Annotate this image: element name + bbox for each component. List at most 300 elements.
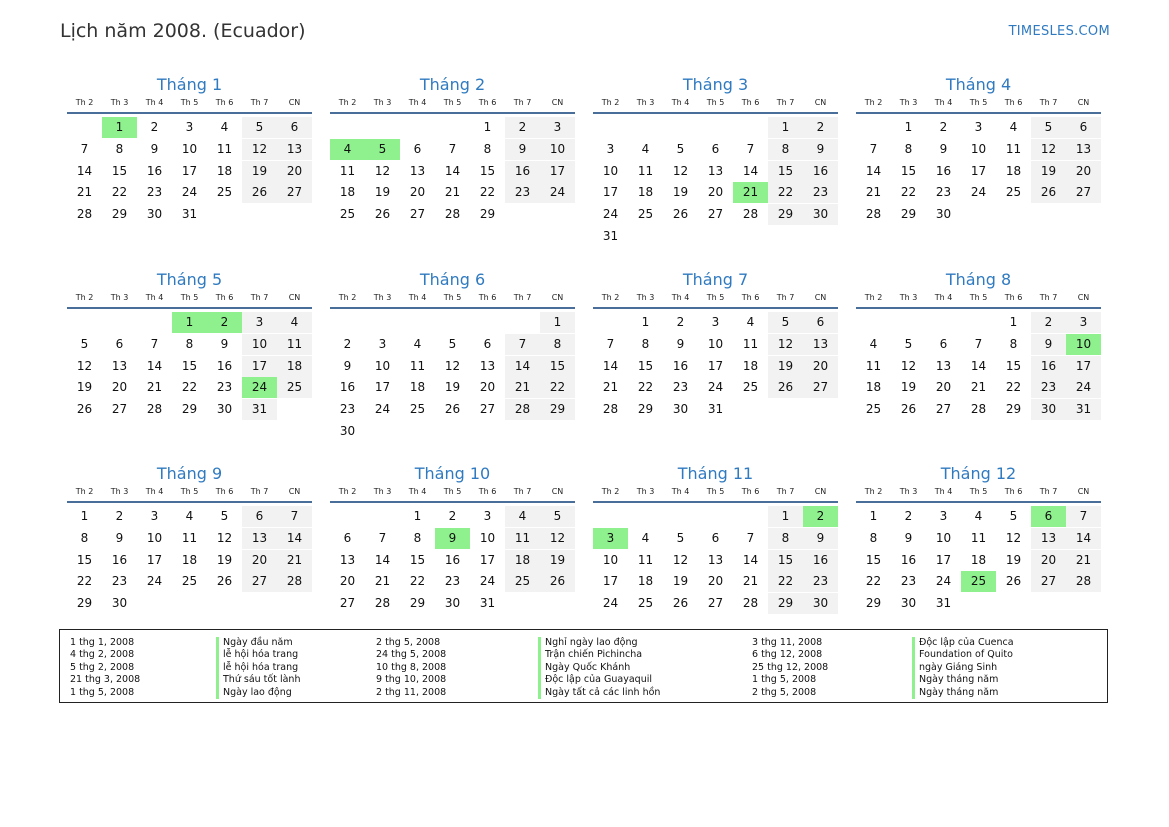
weekday-label: Th 2 [338, 98, 357, 107]
day-cell: 26 [374, 207, 391, 222]
day-cell: 18 [637, 574, 654, 589]
day-cell: 6 [939, 336, 948, 351]
day-cell: 28 [602, 402, 619, 417]
weekday-label: Th 2 [864, 293, 883, 302]
weekday-label: Th 6 [478, 487, 497, 496]
day-cell: 8 [413, 530, 422, 545]
day-cell: 22 [409, 574, 426, 589]
day-cell: 9 [676, 336, 685, 351]
day-cell: 27 [707, 596, 724, 611]
month-title: Tháng 7 [682, 270, 749, 289]
day-cell: 28 [742, 207, 759, 222]
weekday-label: Th 2 [75, 98, 94, 107]
day-cell: 27 [409, 207, 426, 222]
weekday-label: CN [1077, 487, 1090, 496]
day-cell: 22 [1005, 380, 1022, 395]
day-cell: 7 [448, 141, 457, 156]
day-cell: 18 [505, 550, 540, 571]
day-cell: 31 [602, 229, 619, 243]
month-block [67, 462, 312, 638]
day-cell: 12 [444, 358, 461, 373]
weekday-label: Th 5 [180, 487, 199, 496]
month-block [593, 462, 838, 638]
day-cell: 17 [374, 380, 391, 395]
day-cell: 27 [242, 571, 277, 592]
day-cell: 4 [505, 506, 540, 527]
day-cell: 14 [602, 358, 619, 373]
day-cell: 23 [935, 185, 952, 200]
day-cell: 29 [409, 596, 426, 611]
day-cell: 3 [242, 312, 277, 333]
weekday-header [593, 96, 838, 114]
day-cell: 6 [483, 336, 492, 351]
day-cell: 12 [216, 530, 233, 545]
day-grid [856, 506, 1101, 638]
day-cell: 2 [676, 315, 685, 329]
day-cell: 15 [409, 552, 426, 567]
day-cell: 7 [150, 336, 159, 351]
year-calendar-grid [67, 73, 1102, 623]
day-grid [593, 117, 838, 249]
day-cell: 18 [637, 185, 654, 200]
day-cell: 10 [970, 141, 987, 156]
day-cell: 8 [540, 334, 575, 355]
day-cell: 9 [115, 530, 124, 545]
day-cell: 23 [146, 185, 163, 200]
day-cell: 18 [865, 380, 882, 395]
day-cell: 10 [935, 530, 952, 545]
day-cell: 25 [277, 377, 312, 398]
day-cell: 19 [900, 380, 917, 395]
day-cell: 24 [935, 574, 952, 589]
day-cell: 27 [803, 377, 838, 398]
day-cell: 12 [374, 163, 391, 178]
day-cell: 28 [970, 402, 987, 417]
legend-holiday-name: Độc lập của Guayaquil [545, 674, 652, 686]
weekday-label: Th 6 [215, 98, 234, 107]
day-cell: 18 [216, 163, 233, 178]
weekday-label: Th 2 [864, 487, 883, 496]
weekday-label: Th 2 [338, 487, 357, 496]
day-cell: 26 [444, 402, 461, 417]
day-cell: 2 [505, 117, 540, 138]
day-cell: 28 [444, 207, 461, 222]
day-cell: 31 [1066, 399, 1101, 420]
day-cell: 6 [1066, 117, 1101, 138]
weekday-label: Th 5 [969, 293, 988, 302]
day-cell: 25 [1005, 185, 1022, 200]
day-cell: 6 [711, 141, 720, 156]
day-cell: 31 [707, 402, 724, 417]
day-cell: 21 [742, 574, 759, 589]
weekday-label: Th 3 [899, 487, 918, 496]
weekday-label: Th 4 [934, 487, 953, 496]
legend-date: 9 thg 10, 2008 [376, 674, 447, 686]
day-cell: 1 [80, 509, 89, 523]
legend-holiday-name: Ngày lao động [223, 686, 292, 698]
month-block [593, 268, 838, 444]
day-cell: 21 [444, 185, 461, 200]
day-cell: 13 [935, 358, 952, 373]
day-cell: 10 [146, 530, 163, 545]
weekday-label: CN [814, 293, 827, 302]
day-cell: 4 [185, 509, 194, 523]
day-cell: 8 [869, 530, 878, 545]
day-cell: 23 [803, 571, 838, 592]
day-cell: 15 [76, 552, 93, 567]
day-cell: 25 [216, 185, 233, 200]
day-cell: 20 [111, 380, 128, 395]
day-cell: 21 [374, 574, 391, 589]
day-cell: 23 [900, 574, 917, 589]
month-block [856, 73, 1101, 249]
day-cell: 19 [1031, 161, 1066, 182]
weekday-label: Th 3 [373, 98, 392, 107]
weekday-header [67, 96, 312, 114]
day-cell: 8 [483, 141, 492, 156]
day-grid [856, 312, 1101, 444]
day-cell: 4 [746, 315, 755, 329]
day-cell: 5 [1009, 509, 1018, 523]
month-title: Tháng 1 [156, 75, 223, 94]
weekday-label: Th 7 [776, 487, 795, 496]
day-cell: 23 [216, 380, 233, 395]
holiday-day-cell: 6 [1031, 506, 1066, 527]
day-cell: 18 [970, 552, 987, 567]
month-block [330, 462, 575, 638]
day-cell: 5 [768, 312, 803, 333]
day-cell: 28 [374, 596, 391, 611]
day-cell: 30 [146, 207, 163, 222]
day-cell: 8 [768, 528, 803, 549]
day-cell: 13 [339, 552, 356, 567]
day-cell: 30 [803, 593, 838, 614]
weekday-label: Th 3 [899, 293, 918, 302]
legend-date: 3 thg 11, 2008 [752, 637, 823, 648]
weekday-header [330, 291, 575, 309]
day-cell: 25 [181, 574, 198, 589]
month-block [856, 462, 1101, 638]
month-title: Tháng 5 [156, 270, 223, 289]
day-cell: 3 [606, 141, 615, 156]
holiday-day-cell: 1 [102, 117, 137, 138]
day-cell: 11 [505, 528, 540, 549]
day-cell: 16 [505, 161, 540, 182]
day-cell: 9 [343, 358, 352, 373]
day-cell: 11 [277, 334, 312, 355]
day-cell: 28 [742, 596, 759, 611]
day-cell: 11 [1005, 141, 1022, 156]
day-cell: 12 [242, 139, 277, 160]
legend-dates-col-2 [376, 637, 446, 699]
month-block [330, 73, 575, 249]
day-cell: 5 [242, 117, 277, 138]
weekday-label: CN [551, 487, 564, 496]
day-cell: 27 [1031, 571, 1066, 592]
day-cell: 30 [111, 596, 128, 611]
day-cell: 16 [339, 380, 356, 395]
day-cell: 12 [540, 528, 575, 549]
day-cell: 31 [935, 596, 952, 611]
day-cell: 1 [768, 117, 803, 138]
weekday-label: Th 2 [75, 487, 94, 496]
day-cell: 22 [181, 380, 198, 395]
legend-holiday-name: Ngày tất cả các linh hồn [545, 686, 661, 698]
day-cell: 17 [602, 574, 619, 589]
day-cell: 27 [479, 402, 496, 417]
weekday-label: Th 3 [373, 487, 392, 496]
day-cell: 19 [540, 550, 575, 571]
day-cell: 24 [602, 596, 619, 611]
day-cell: 27 [935, 402, 952, 417]
day-cell: 13 [707, 163, 724, 178]
weekday-label: Th 7 [776, 293, 795, 302]
day-cell: 18 [339, 185, 356, 200]
day-cell: 14 [277, 528, 312, 549]
weekday-header [593, 291, 838, 309]
day-cell: 24 [374, 402, 391, 417]
weekday-label: Th 6 [1004, 98, 1023, 107]
day-cell: 2 [904, 509, 913, 523]
weekday-label: Th 5 [443, 487, 462, 496]
day-cell: 7 [974, 336, 983, 351]
day-cell: 14 [1066, 528, 1101, 549]
day-cell: 3 [150, 509, 159, 523]
day-cell: 16 [444, 552, 461, 567]
day-cell: 12 [1005, 530, 1022, 545]
day-cell: 12 [768, 334, 803, 355]
day-cell: 5 [448, 336, 457, 351]
day-cell: 23 [339, 402, 356, 417]
day-cell: 21 [602, 380, 619, 395]
day-cell: 29 [540, 399, 575, 420]
weekday-label: Th 4 [145, 487, 164, 496]
weekday-label: Th 3 [373, 293, 392, 302]
day-cell: 1 [904, 120, 913, 134]
day-cell: 14 [146, 358, 163, 373]
day-cell: 11 [742, 336, 759, 351]
day-cell: 25 [505, 571, 540, 592]
weekday-label: Th 5 [706, 487, 725, 496]
weekday-label: Th 3 [636, 98, 655, 107]
weekday-label: Th 4 [145, 293, 164, 302]
holiday-day-cell: 2 [207, 312, 242, 333]
day-cell: 3 [185, 120, 194, 134]
weekday-label: Th 6 [215, 487, 234, 496]
day-cell: 29 [637, 402, 654, 417]
day-cell: 7 [277, 506, 312, 527]
day-cell: 26 [672, 596, 689, 611]
day-cell: 20 [242, 550, 277, 571]
day-cell: 10 [602, 552, 619, 567]
day-cell: 28 [1066, 571, 1101, 592]
day-cell: 16 [803, 161, 838, 182]
weekday-label: Th 4 [934, 98, 953, 107]
day-cell: 29 [479, 207, 496, 222]
day-cell: 8 [80, 530, 89, 545]
day-cell: 11 [637, 163, 654, 178]
weekday-label: CN [814, 487, 827, 496]
day-cell: 20 [935, 380, 952, 395]
weekday-label: Th 5 [706, 98, 725, 107]
day-cell: 23 [672, 380, 689, 395]
day-cell: 8 [904, 141, 913, 156]
day-cell: 14 [374, 552, 391, 567]
day-cell: 6 [711, 530, 720, 545]
holiday-day-cell: 24 [242, 377, 277, 398]
day-cell: 20 [479, 380, 496, 395]
day-cell: 9 [220, 336, 229, 351]
day-cell: 19 [76, 380, 93, 395]
brand-link[interactable]: TIMESLES.COM [1008, 24, 1110, 39]
day-cell: 9 [150, 141, 159, 156]
day-cell: 25 [865, 402, 882, 417]
month-title: Tháng 10 [414, 464, 491, 483]
day-cell: 30 [900, 596, 917, 611]
weekday-label: Th 3 [110, 98, 129, 107]
day-cell: 20 [277, 161, 312, 182]
day-cell: 12 [672, 163, 689, 178]
day-cell: 28 [146, 402, 163, 417]
day-cell: 9 [803, 528, 838, 549]
day-cell: 20 [1066, 161, 1101, 182]
day-cell: 8 [768, 139, 803, 160]
day-cell: 20 [707, 574, 724, 589]
day-cell: 11 [970, 530, 987, 545]
day-cell: 8 [1009, 336, 1018, 351]
day-cell: 5 [220, 509, 229, 523]
day-cell: 21 [865, 185, 882, 200]
day-cell: 30 [216, 402, 233, 417]
month-title: Tháng 9 [156, 464, 223, 483]
day-cell: 11 [865, 358, 882, 373]
day-cell: 6 [803, 312, 838, 333]
day-cell: 23 [1031, 377, 1066, 398]
day-cell: 16 [900, 552, 917, 567]
day-cell: 24 [1066, 377, 1101, 398]
weekday-label: Th 4 [408, 487, 427, 496]
day-cell: 13 [1031, 528, 1066, 549]
day-cell: 5 [540, 506, 575, 527]
day-cell: 22 [768, 182, 803, 203]
day-cell: 4 [220, 120, 229, 134]
legend-holiday-name: Độc lập của Cuenca [919, 637, 1014, 648]
weekday-label: Th 5 [969, 487, 988, 496]
legend-holiday-name: Nghỉ ngày lao động [545, 637, 638, 648]
day-cell: 20 [1031, 550, 1066, 571]
day-cell: 7 [80, 141, 89, 156]
day-cell: 15 [1005, 358, 1022, 373]
day-cell: 24 [970, 185, 987, 200]
day-cell: 17 [146, 552, 163, 567]
day-cell: 11 [216, 141, 233, 156]
day-cell: 10 [374, 358, 391, 373]
day-cell: 17 [479, 552, 496, 567]
weekday-label: CN [551, 293, 564, 302]
day-cell: 22 [111, 185, 128, 200]
weekday-label: Th 6 [741, 487, 760, 496]
day-cell: 6 [242, 506, 277, 527]
day-cell: 18 [742, 358, 759, 373]
day-cell: 1 [483, 120, 492, 134]
day-cell: 2 [1031, 312, 1066, 333]
day-cell: 25 [339, 207, 356, 222]
day-cell: 15 [900, 163, 917, 178]
day-cell: 20 [707, 185, 724, 200]
day-cell: 9 [1031, 334, 1066, 355]
legend-date: 6 thg 12, 2008 [752, 649, 823, 661]
day-cell: 26 [540, 571, 575, 592]
legend-holiday-name: ngày Giáng Sinh [919, 661, 998, 673]
day-grid [67, 506, 312, 638]
day-cell: 15 [540, 356, 575, 377]
day-grid [67, 312, 312, 444]
day-cell: 13 [1066, 139, 1101, 160]
day-cell: 23 [111, 574, 128, 589]
month-title: Tháng 2 [419, 75, 486, 94]
weekday-label: Th 4 [671, 487, 690, 496]
day-cell: 14 [742, 552, 759, 567]
legend-holiday-name: Thứ sáu tốt lành [223, 674, 301, 686]
day-cell: 21 [970, 380, 987, 395]
day-cell: 10 [707, 336, 724, 351]
day-cell: 6 [343, 530, 352, 545]
month-block [330, 268, 575, 444]
month-block [856, 268, 1101, 444]
day-cell: 16 [146, 163, 163, 178]
day-cell: 11 [339, 163, 356, 178]
day-cell: 13 [277, 139, 312, 160]
day-cell: 22 [76, 574, 93, 589]
holiday-day-cell: 1 [172, 312, 207, 333]
legend-dates-col-1 [70, 637, 140, 699]
weekday-header [593, 485, 838, 503]
day-cell: 19 [374, 185, 391, 200]
day-cell: 15 [865, 552, 882, 567]
weekday-label: Th 7 [1039, 293, 1058, 302]
day-cell: 14 [76, 163, 93, 178]
holiday-day-cell: 2 [803, 506, 838, 527]
day-cell: 18 [277, 356, 312, 377]
day-cell: 30 [935, 207, 952, 222]
day-cell: 30 [339, 424, 356, 438]
day-cell: 31 [479, 596, 496, 611]
day-cell: 16 [216, 358, 233, 373]
day-cell: 29 [865, 596, 882, 611]
day-cell: 13 [479, 358, 496, 373]
legend-date: 10 thg 8, 2008 [376, 661, 447, 673]
day-cell: 13 [409, 163, 426, 178]
day-cell: 21 [1066, 550, 1101, 571]
holiday-legend [59, 629, 1108, 703]
day-cell: 29 [768, 204, 803, 225]
day-cell: 14 [505, 356, 540, 377]
month-title: Tháng 11 [677, 464, 754, 483]
day-cell: 27 [277, 182, 312, 203]
day-cell: 9 [505, 139, 540, 160]
day-cell: 21 [76, 185, 93, 200]
weekday-label: Th 7 [250, 98, 269, 107]
day-cell: 5 [1031, 117, 1066, 138]
weekday-label: Th 2 [338, 293, 357, 302]
holiday-day-cell: 5 [365, 139, 400, 160]
day-cell: 4 [869, 336, 878, 351]
day-cell: 19 [444, 380, 461, 395]
weekday-label: Th 4 [408, 98, 427, 107]
day-cell: 3 [711, 315, 720, 329]
weekday-label: Th 4 [934, 293, 953, 302]
weekday-label: Th 6 [215, 293, 234, 302]
